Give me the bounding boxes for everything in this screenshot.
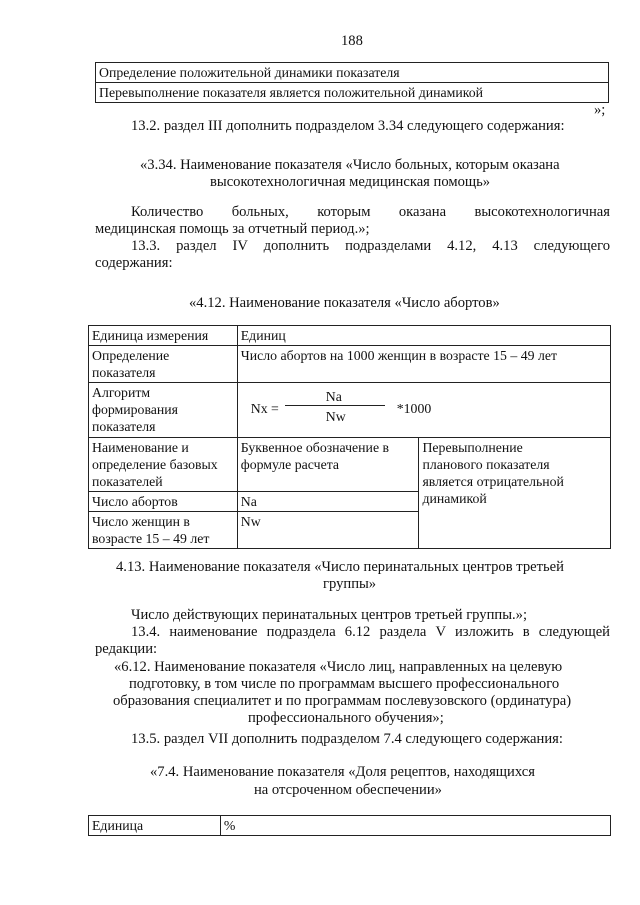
formula-numerator: Na (325, 389, 342, 404)
algorithm-label (89, 383, 238, 438)
heading-4-13-line-1: 4.13. Наименование показателя «Число перинатальных центров третьей (116, 559, 564, 575)
definition-value: Число абортов на 1000 женщин в возрасте 15 – 49 лет (237, 346, 610, 383)
heading-6-12-line-1: «6.12. Наименование показателя «Число лиц, направленных на целевую (114, 659, 563, 675)
letter-designation-header-line-2: формуле расчета (240, 457, 340, 472)
abortions-symbol: Na (237, 492, 419, 512)
definition-label-line-2: показателя (92, 365, 156, 380)
letter-designation-header-line-1: Буквенное обозначение в (240, 440, 390, 455)
formula-fraction-line (285, 405, 385, 406)
base-indicators-label (89, 438, 238, 492)
page-number: 188 (341, 33, 363, 49)
formula-cell (237, 383, 610, 438)
women-label (89, 512, 238, 549)
formula-lhs: Nx = (250, 401, 279, 416)
paragraph-count-line-2: медицинская помощь за отчетный период.»; (95, 221, 370, 237)
formula-multiplier: *1000 (396, 401, 432, 416)
paragraph-count-line-1: Количество больных, которым оказана высокотехнологичная (131, 204, 610, 220)
bottom-table (88, 815, 611, 836)
paragraph-perinatal: Число действующих перинатальных центров третьей группы.»; (131, 607, 528, 623)
algorithm-label-line-3: показателя (92, 419, 156, 434)
dynamics-line-4: динамикой (422, 491, 487, 506)
base-indicators-label-line-3: показателей (92, 474, 163, 489)
definition-label-line-1: Определение (92, 348, 170, 363)
unit-value: Единиц (237, 326, 610, 346)
heading-3-34-line-2: высокотехнологичная медицинская помощь» (210, 174, 491, 190)
base-indicators-label-line-1: Наименование и (92, 440, 189, 455)
women-label-line-2: возрасте 15 – 49 лет (92, 531, 210, 546)
heading-6-12-line-2: подготовку, в том числе по программам высшего профессионального (129, 676, 560, 692)
abortions-label: Число абортов (89, 492, 238, 512)
heading-7-4-line-1: «7.4. Наименование показателя «Доля рецептов, находящихся (150, 764, 535, 780)
bottom-unit-label: Единица (89, 816, 221, 836)
letter-designation-header (237, 438, 419, 492)
base-indicators-label-line-2: определение базовых (92, 457, 218, 472)
dynamics-cell (419, 438, 611, 549)
heading-7-4-line-2: на отсроченном обеспечении» (254, 782, 442, 798)
heading-3-34-line-1: «3.34. Наименование показателя «Число больных, которым оказана (140, 157, 560, 173)
paragraph-13-4-line-2: редакции: (95, 641, 158, 657)
heading-4-12: «4.12. Наименование показателя «Число абортов» (189, 295, 500, 311)
paragraph-13-5: 13.5. раздел VII дополнить подразделом 7.4 следующего содержания: (131, 731, 563, 747)
unit-label: Единица измерения (89, 326, 238, 346)
heading-6-12-line-3: образования специалитет и по программам послевузовского (ординатура) (113, 693, 572, 709)
top-table-row-1: Определение положительной динамики показателя (96, 63, 609, 83)
definition-label (89, 346, 238, 383)
women-symbol: Nw (237, 512, 419, 549)
algorithm-label-line-2: формирования (92, 402, 179, 417)
top-table (95, 62, 609, 103)
paragraph-13-4-line-1: 13.4. наименование подраздела 6.12 раздела V изложить в следующей (131, 624, 610, 640)
heading-6-12-line-4: профессионального обучения»; (248, 710, 444, 726)
women-label-line-1: Число женщин в (92, 514, 190, 529)
paragraph-13-2: 13.2. раздел III дополнить подразделом 3.34 следующего содержания: (131, 118, 565, 134)
closing-quote: »; (594, 102, 606, 118)
heading-4-13-line-2: группы» (323, 576, 377, 592)
abortions-table (88, 325, 611, 549)
algorithm-label-line-1: Алгоритм (92, 385, 151, 400)
formula-denominator: Nw (325, 409, 346, 424)
paragraph-13-3-line-2: содержания: (95, 255, 173, 271)
dynamics-line-2: планового показателя (422, 457, 550, 472)
top-table-row-2: Перевыполнение показателя является положительной динамикой (96, 83, 609, 103)
bottom-unit-value: % (220, 816, 610, 836)
dynamics-line-3: является отрицательной (422, 474, 564, 489)
dynamics-line-1: Перевыполнение (422, 440, 523, 455)
paragraph-13-3-line-1: 13.3. раздел IV дополнить подразделами 4.12, 4.13 следующего (131, 238, 610, 254)
